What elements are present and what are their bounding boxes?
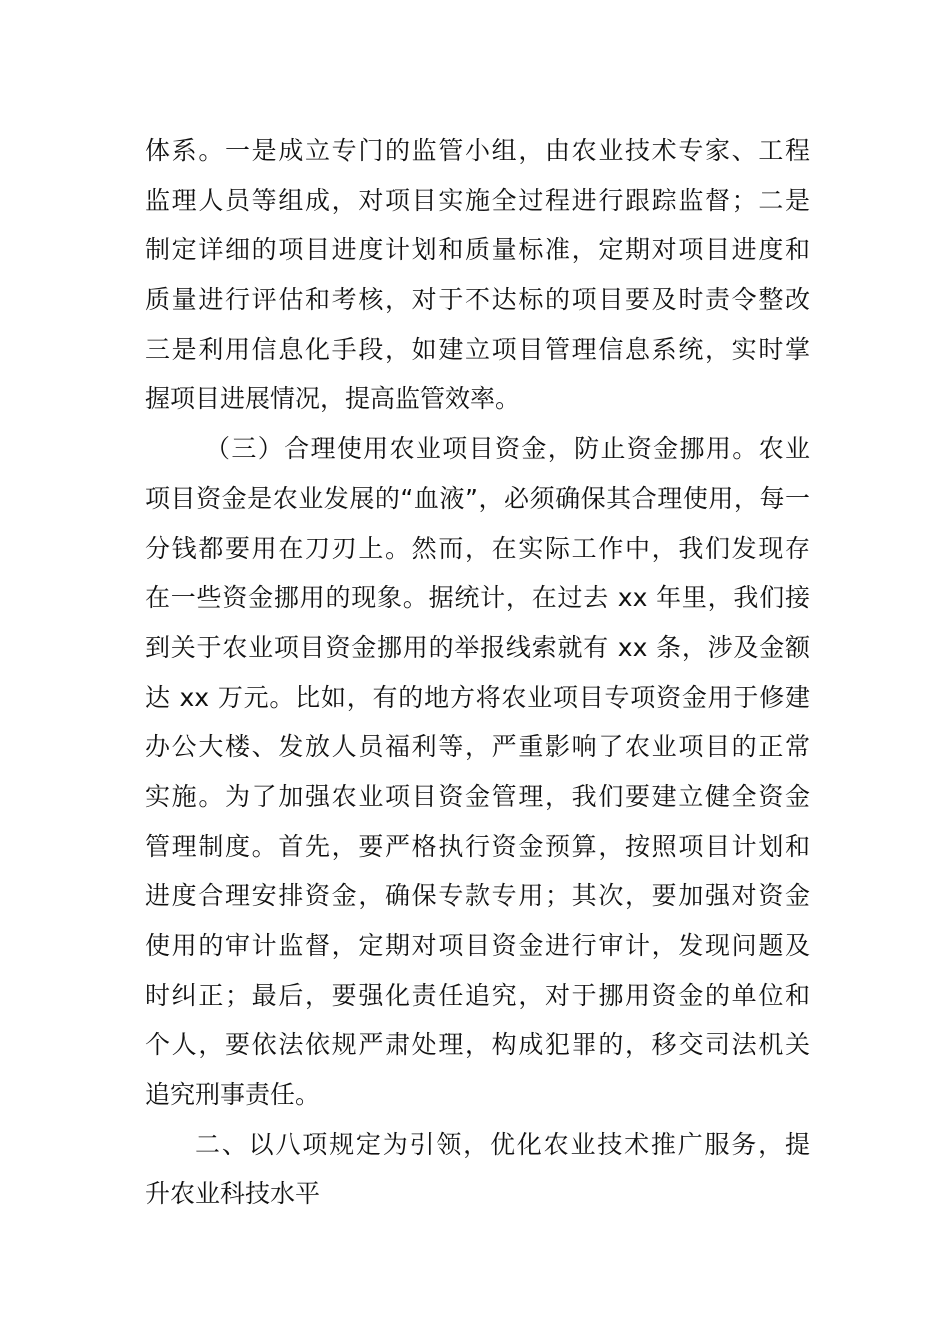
text-line: 握项目进展情况，提高监管效率。 [145,384,521,414]
text-line: 实施。为了加强农业项目资金管理，我们要建立健全资金 [145,781,810,811]
text-line: 制定详细的项目进度计划和质量标准，定期对项目进度和 [145,235,810,265]
text-line: 追究刑事责任。 [145,1080,321,1110]
text-line: 质量进行评估和考核，对于不达标的项目要及时责令整改 [145,285,810,315]
document-body [145,126,810,1219]
text-line: 到关于农业项目资金挪用的举报线索就有 xx 条，涉及金额 [145,632,810,662]
text-line: 个人，要依法依规严肃处理，构成犯罪的，移交司法机关 [145,1030,810,1060]
text-line: 时纠正；最后，要强化责任追究，对于挪用资金的单位和 [145,980,810,1010]
text-line: 监理人员等组成，对项目实施全过程进行跟踪监督；二是 [145,185,810,215]
text-line: 管理制度。首先，要严格执行资金预算，按照项目计划和 [145,831,810,861]
chapter-heading-line: 升农业科技水平 [145,1179,321,1209]
text-line: 在一些资金挪用的现象。据统计，在过去 xx 年里，我们接 [145,583,810,613]
text-line: 使用的审计监督，定期对项目资金进行审计，发现问题及 [145,931,810,960]
text-line: 体系。一是成立专门的监管小组，由农业技术专家、工程 [145,136,810,165]
chapter-heading-line: 二、以八项规定为引领，优化农业技术推广服务，提 [195,1129,810,1159]
section-heading-line: （三）合理使用农业项目资金，防止资金挪用。农业 [205,434,810,464]
text-line: 项目资金是农业发展的“血液”，必须确保其合理使用，每一 [145,483,810,513]
text-line: 三是利用信息化手段，如建立项目管理信息系统，实时掌 [145,334,810,364]
text-line: 分钱都要用在刀刃上。然而，在实际工作中，我们发现存 [145,533,810,563]
text-line: 达 xx 万元。比如，有的地方将农业项目专项资金用于修建 [145,682,810,712]
text-line: 进度合理安排资金，确保专款专用；其次，要加强对资金 [145,881,810,911]
text-line: 办公大楼、发放人员福利等，严重影响了农业项目的正常 [145,732,810,762]
